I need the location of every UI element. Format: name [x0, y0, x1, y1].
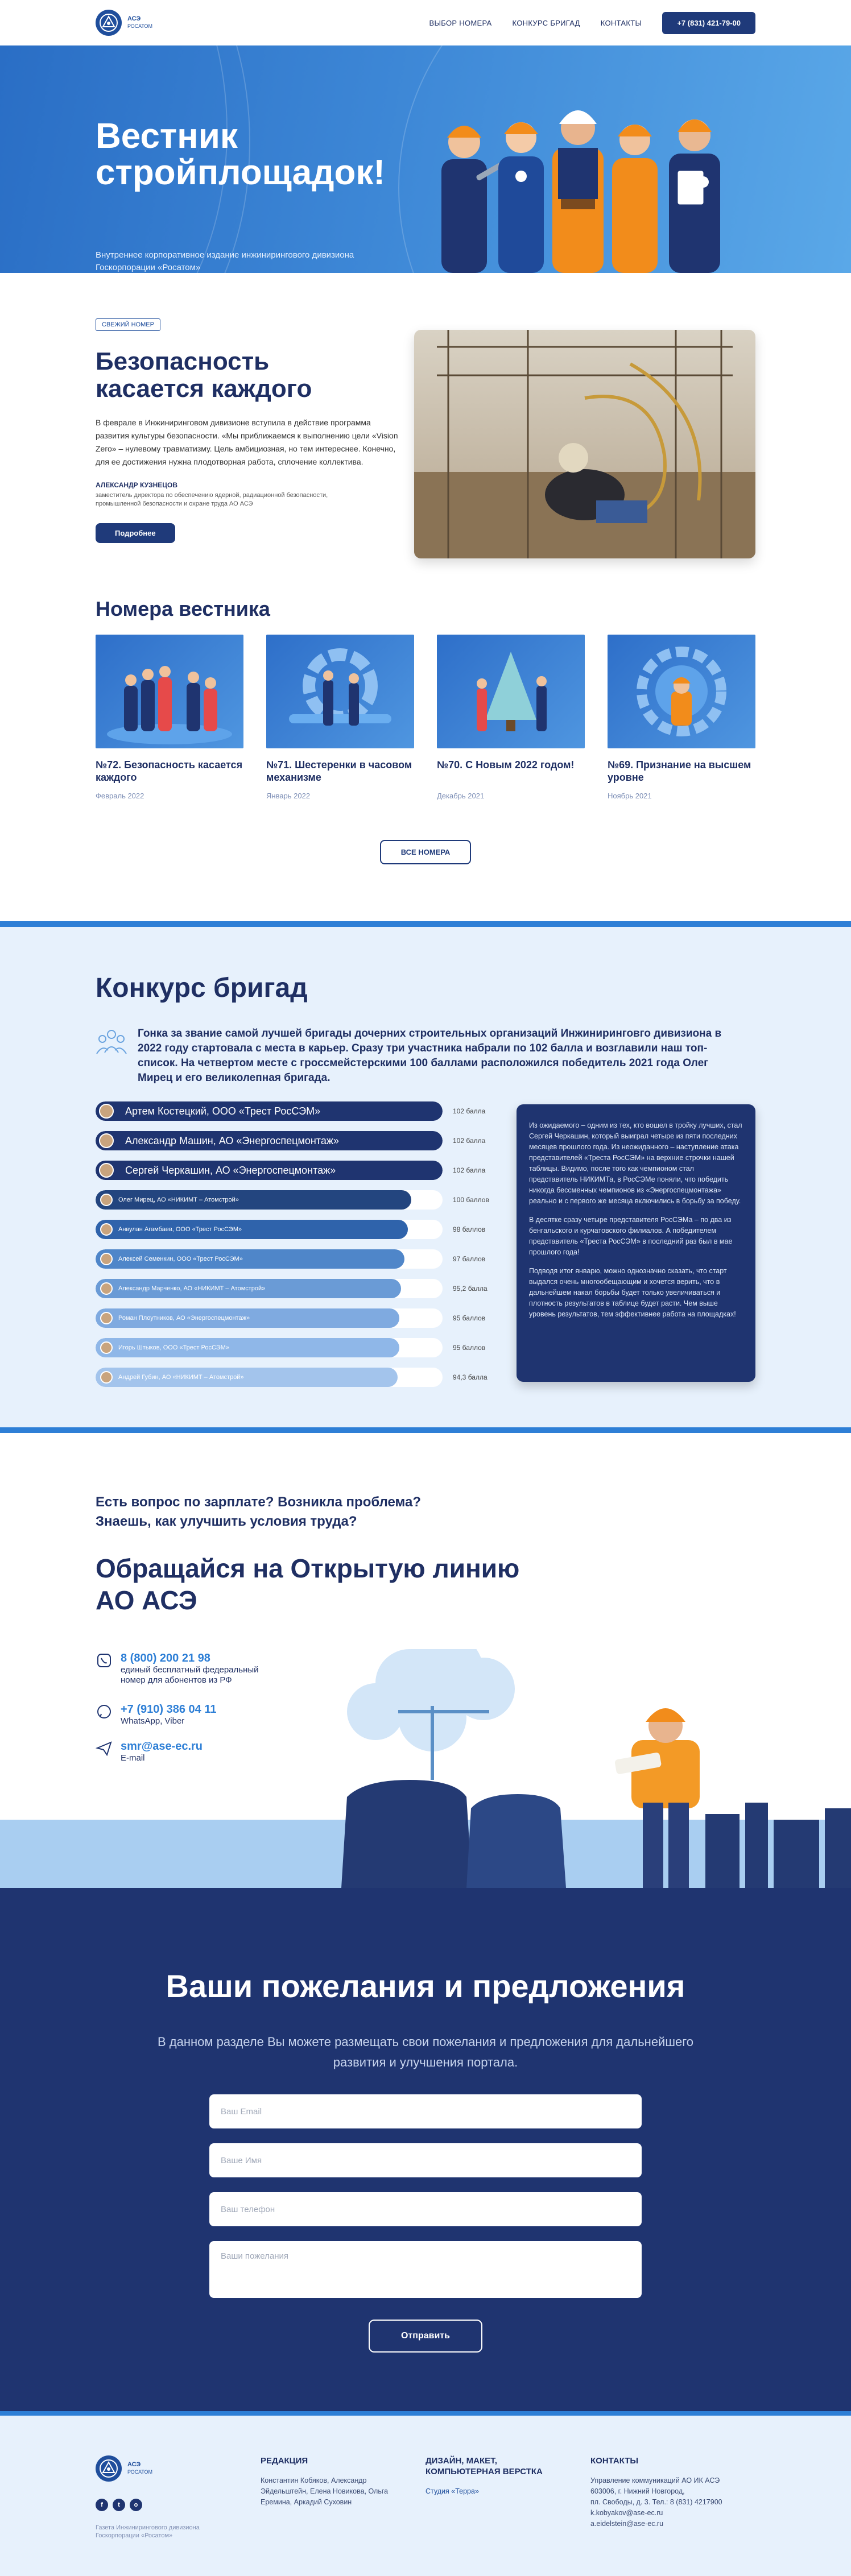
issue-card-image	[266, 635, 414, 748]
footer-design: ДИЗАЙН, МАКЕТ, КОМПЬЮТЕРНАЯ ВЕРСТКА Студия «Терра»	[426, 2456, 543, 2495]
hero-subtitle: Внутреннее корпоративное издание инжинирингового дивизиона Госкорпорации «Росатом»	[96, 250, 354, 272]
issue-card[interactable]	[608, 635, 755, 800]
ranking-name: Андрей Губин, АО «НИКИМТ – Атомстрой»	[118, 1374, 244, 1381]
ranking-row	[96, 1101, 486, 1121]
ranking-row	[96, 1338, 486, 1357]
nav-item-issues[interactable]: ВЫБОР НОМЕРА	[429, 18, 492, 27]
fresh-issue-section	[0, 273, 851, 597]
all-issues-button[interactable]: ВСЕ НОМЕРА	[380, 840, 471, 864]
avatar	[100, 1194, 113, 1206]
feedback-form	[0, 2094, 851, 2298]
ranking-points: 102 балла	[453, 1137, 486, 1145]
footer-brand	[96, 2455, 261, 2540]
ranking-row	[96, 1308, 486, 1328]
name-field[interactable]	[209, 2143, 642, 2177]
ranking-points: 102 балла	[453, 1166, 486, 1174]
avatar	[99, 1104, 114, 1119]
ranking-row	[96, 1368, 488, 1387]
team-icon	[96, 1026, 127, 1058]
issues-list	[96, 635, 755, 800]
feedback-title: Ваши пожелания и предложения	[166, 1968, 685, 2004]
chat-icon	[96, 1703, 113, 1720]
contest-title: Конкурс бригад	[96, 973, 308, 1003]
issue-card[interactable]	[437, 635, 585, 800]
ranking-row	[96, 1220, 486, 1239]
ranking-row	[96, 1131, 486, 1150]
commentary-paragraph: В десятке сразу четыре представителя РосСЭМа – по два из бенгальского и курчатовского филиалов. А победителем представитель «Треста РосСЭМ» в последний раз был в мае прошлого года!	[529, 1216, 733, 1256]
issue-card-image	[608, 635, 755, 748]
ranking-name: Алексей Семенкин, ООО «Трест РосСЭМ»	[118, 1256, 243, 1262]
avatar	[100, 1223, 113, 1236]
hotline-messenger-phone[interactable]: +7 (910) 386 04 11	[121, 1703, 217, 1716]
nav-item-contest[interactable]: КОНКУРС БРИГАД	[512, 18, 580, 27]
ranking-points: 97 баллов	[453, 1255, 486, 1263]
ranking-points: 95,2 балла	[453, 1285, 488, 1293]
ranking-points: 100 баллов	[453, 1196, 489, 1204]
hotline-section	[0, 1433, 851, 1888]
avatar	[100, 1282, 113, 1295]
author-role: заместитель директора по обеспечению ядерной, радиационной безопасности, промышленной безопасности и охране труда АО АСЭ	[96, 492, 328, 507]
ranking-points: 95 баллов	[453, 1344, 486, 1352]
hero-banner	[0, 45, 851, 273]
wishes-field[interactable]	[209, 2241, 642, 2298]
logo-subtitle: РОСАТОМ	[127, 23, 152, 29]
social-links	[96, 2499, 261, 2511]
ranking-name: Игорь Штыков, ООО «Трест РосСЭМ»	[118, 1344, 229, 1351]
issues-section	[0, 597, 851, 864]
author-name: АЛЕКСАНДР КУЗНЕЦОВ	[96, 481, 178, 489]
logo[interactable]	[96, 10, 152, 36]
nav-item-contacts[interactable]: КОНТАКТЫ	[600, 18, 642, 27]
fresh-tag: СВЕЖИЙ НОМЕР	[96, 318, 160, 331]
footer-logo[interactable]: АСЭ РОСАТОМ	[96, 2455, 261, 2482]
main-nav	[429, 12, 756, 34]
twitter-icon[interactable]: t	[113, 2499, 125, 2511]
avatar	[99, 1163, 114, 1178]
hotline-phone-contact: 8 (800) 200 21 98 единый бесплатный федеральный номер для абонентов из РФ	[96, 1652, 259, 1685]
contest-intro: Гонка за звание самой лучшей бригады дочерних строительных организаций Инжиниринговго дивизиона в 2022 году стартовала с места в карьер. Сразу три участника набрали по 102 балла и возглавили наш топ-список. На четвертом месте с гроссмейстерскими 100 баллами расположился победитель 2021 года Олег Мирец и его великолепная бригада.	[138, 1028, 722, 1084]
issue-card-title[interactable]: №70. С Новым 2022 годом!	[437, 759, 575, 771]
ok-icon[interactable]: o	[130, 2499, 142, 2511]
brigade-contest-section	[0, 921, 851, 1433]
ranking-name: Сергей Черкашин, АО «Энергоспецмонтаж»	[125, 1165, 336, 1176]
ranking-points: 98 баллов	[453, 1225, 486, 1233]
hotline-email[interactable]: smr@ase-ec.ru	[121, 1740, 203, 1753]
ranking-points: 94,3 балла	[453, 1373, 488, 1381]
ranking-name: Олег Мирец, АО «НИКИМТ – Атомстрой»	[118, 1196, 239, 1203]
submit-button[interactable]: Отправить	[369, 2320, 482, 2353]
fresh-title: Безопасность касается каждого	[96, 347, 312, 403]
ranking-name: Александр Машин, АО «Энергоспецмонтаж»	[125, 1135, 339, 1146]
rosatom-logo-icon	[96, 2455, 122, 2482]
rosatom-logo-icon	[96, 10, 122, 36]
contest-commentary	[517, 1104, 755, 1382]
phone-field[interactable]	[209, 2192, 642, 2226]
phone-icon	[96, 1652, 113, 1669]
hero-title: Вестник стройплощадок!	[96, 117, 386, 192]
issue-card-title[interactable]: №72. Безопасность касается каждого	[96, 759, 243, 783]
hotline-messenger-contact: +7 (910) 386 04 11 WhatsApp, Viber	[96, 1703, 216, 1726]
footer-editorial: РЕДАКЦИЯ Константин Кобяков, Александр Эйдельштейн, Елена Новикова, Ольга Еремина, Аркадий Суховин	[261, 2456, 389, 2506]
avatar	[99, 1133, 114, 1148]
avatar	[100, 1341, 113, 1354]
fresh-lead: В феврале в Инжиниринговом дивизионе вступила в действие программа развития культуры безопасности. «Мы приближаемся к выполнению цели «Vision Zero» – нулевому травматизму. Цель амбициозная, но тем интереснее. Конечно, для ее достижения нужна плодотворная работа, сплочение коллектива.	[96, 418, 398, 466]
site-header	[0, 0, 851, 45]
ranking-row	[96, 1249, 486, 1269]
footer-contacts: КОНТАКТЫ Управление коммуникаций АО ИК АСЭ 603006, г. Нижний Новгород, пл. Свободы, д. 3. Тел.: 8 (831) 4217900 k.kobyakov@ase-ec.ru a.eidelstein@ase-ec.ru	[590, 2455, 755, 2540]
brigade-ranking	[96, 1101, 489, 1387]
commentary-paragraph: Подводя итог январю, можно однозначно сказать, что старт выдался очень многообещающим и хочется верить, что в дальнейшем накал борьбы будет только увеличиваться и плотность результатов в таблице будет расти. Чем выше уровень результатов, тем эффективнее работа на площадках!	[529, 1267, 736, 1318]
issue-card-date: Декабрь 2021	[437, 792, 485, 800]
issues-title: Номера вестника	[96, 597, 270, 620]
site-footer	[0, 2411, 851, 2576]
hotline-email-contact: smr@ase-ec.ru E-mail	[96, 1740, 203, 1763]
ranking-name: Александр Марченко, АО «НИКИМТ – Атомстрой»	[118, 1285, 266, 1292]
ranking-points: 102 балла	[453, 1107, 486, 1115]
footer-email[interactable]: k.kobyakov@ase-ec.ru	[590, 2509, 663, 2517]
hotline-phone[interactable]: 8 (800) 200 21 98	[121, 1652, 210, 1664]
avatar	[100, 1312, 113, 1324]
feedback-section	[0, 1888, 851, 2411]
phone-button[interactable]: +7 (831) 421-79-00	[662, 12, 755, 34]
issue-card-date: Февраль 2022	[96, 792, 144, 800]
issue-card[interactable]	[266, 635, 414, 800]
issue-card[interactable]	[96, 635, 243, 800]
facebook-icon[interactable]: f	[96, 2499, 108, 2511]
ranking-row	[96, 1161, 486, 1180]
design-studio-link[interactable]: Студия «Терра»	[426, 2487, 479, 2495]
workers-illustration	[419, 91, 737, 273]
logo-title: АСЭ	[127, 15, 141, 22]
send-icon	[96, 1740, 113, 1757]
issue-card-title[interactable]: №69. Признание на высшем уровне	[608, 759, 751, 783]
ranking-name: Артем Костецкий, ООО «Трест РосСЭМ»	[125, 1105, 321, 1117]
ranking-name: Роман Плоутников, АО «Энергоспецмонтаж»	[118, 1315, 250, 1322]
hotline-title: Обращайся на Открытую линию АО АСЭ	[96, 1554, 520, 1615]
issue-card-date: Ноябрь 2021	[608, 792, 652, 800]
issue-card-image	[437, 635, 585, 748]
avatar	[100, 1371, 113, 1384]
ranking-name: Анвулан Агамбаев, ООО «Трест РосСЭМ»	[118, 1226, 242, 1233]
issue-card-image	[96, 635, 243, 748]
hotline-question: Есть вопрос по зарплате? Возникла проблема? Знаешь, как улучшить условия труда?	[96, 1494, 421, 1529]
read-more-button[interactable]: Подробнее	[96, 523, 175, 543]
email-field[interactable]	[209, 2094, 642, 2128]
ranking-row	[96, 1190, 489, 1210]
footer-copyright: Газета Инжинирингового дивизиона Госкорпорации «Росатом»	[96, 2524, 200, 2539]
commentary-paragraph: Из ожидаемого – одним из тех, кто вошел в тройку лучших, стал Сергей Черкашин, который выиграл четыре из пяти последних месяцев прошлого года. Из неожиданного – наступление атака представителей «Треста РосСЭМ» на верхние строчки нашей таблицы. Видимо, после того как чемпионом стал представитель НИКИМТа, в РосСЭМе поняли, что победить никогда бессменных чемпионов из «Энергоспецмонтажа» реально и с первого же месяца включились в борьбу за победу.	[529, 1121, 742, 1205]
feedback-lead: В данном разделе Вы можете размещать свои пожелания и предложения для дальнейшего развития и улучшения портала.	[157, 2035, 694, 2069]
ranking-points: 95 баллов	[453, 1314, 486, 1322]
issue-card-date: Январь 2022	[266, 792, 311, 800]
issue-card-title[interactable]: №71. Шестеренки в часовом механизме	[266, 759, 412, 783]
fresh-issue-photo[interactable]	[414, 330, 755, 558]
footer-email[interactable]: a.eidelstein@ase-ec.ru	[590, 2520, 664, 2528]
avatar	[100, 1253, 113, 1265]
ranking-row	[96, 1279, 488, 1298]
